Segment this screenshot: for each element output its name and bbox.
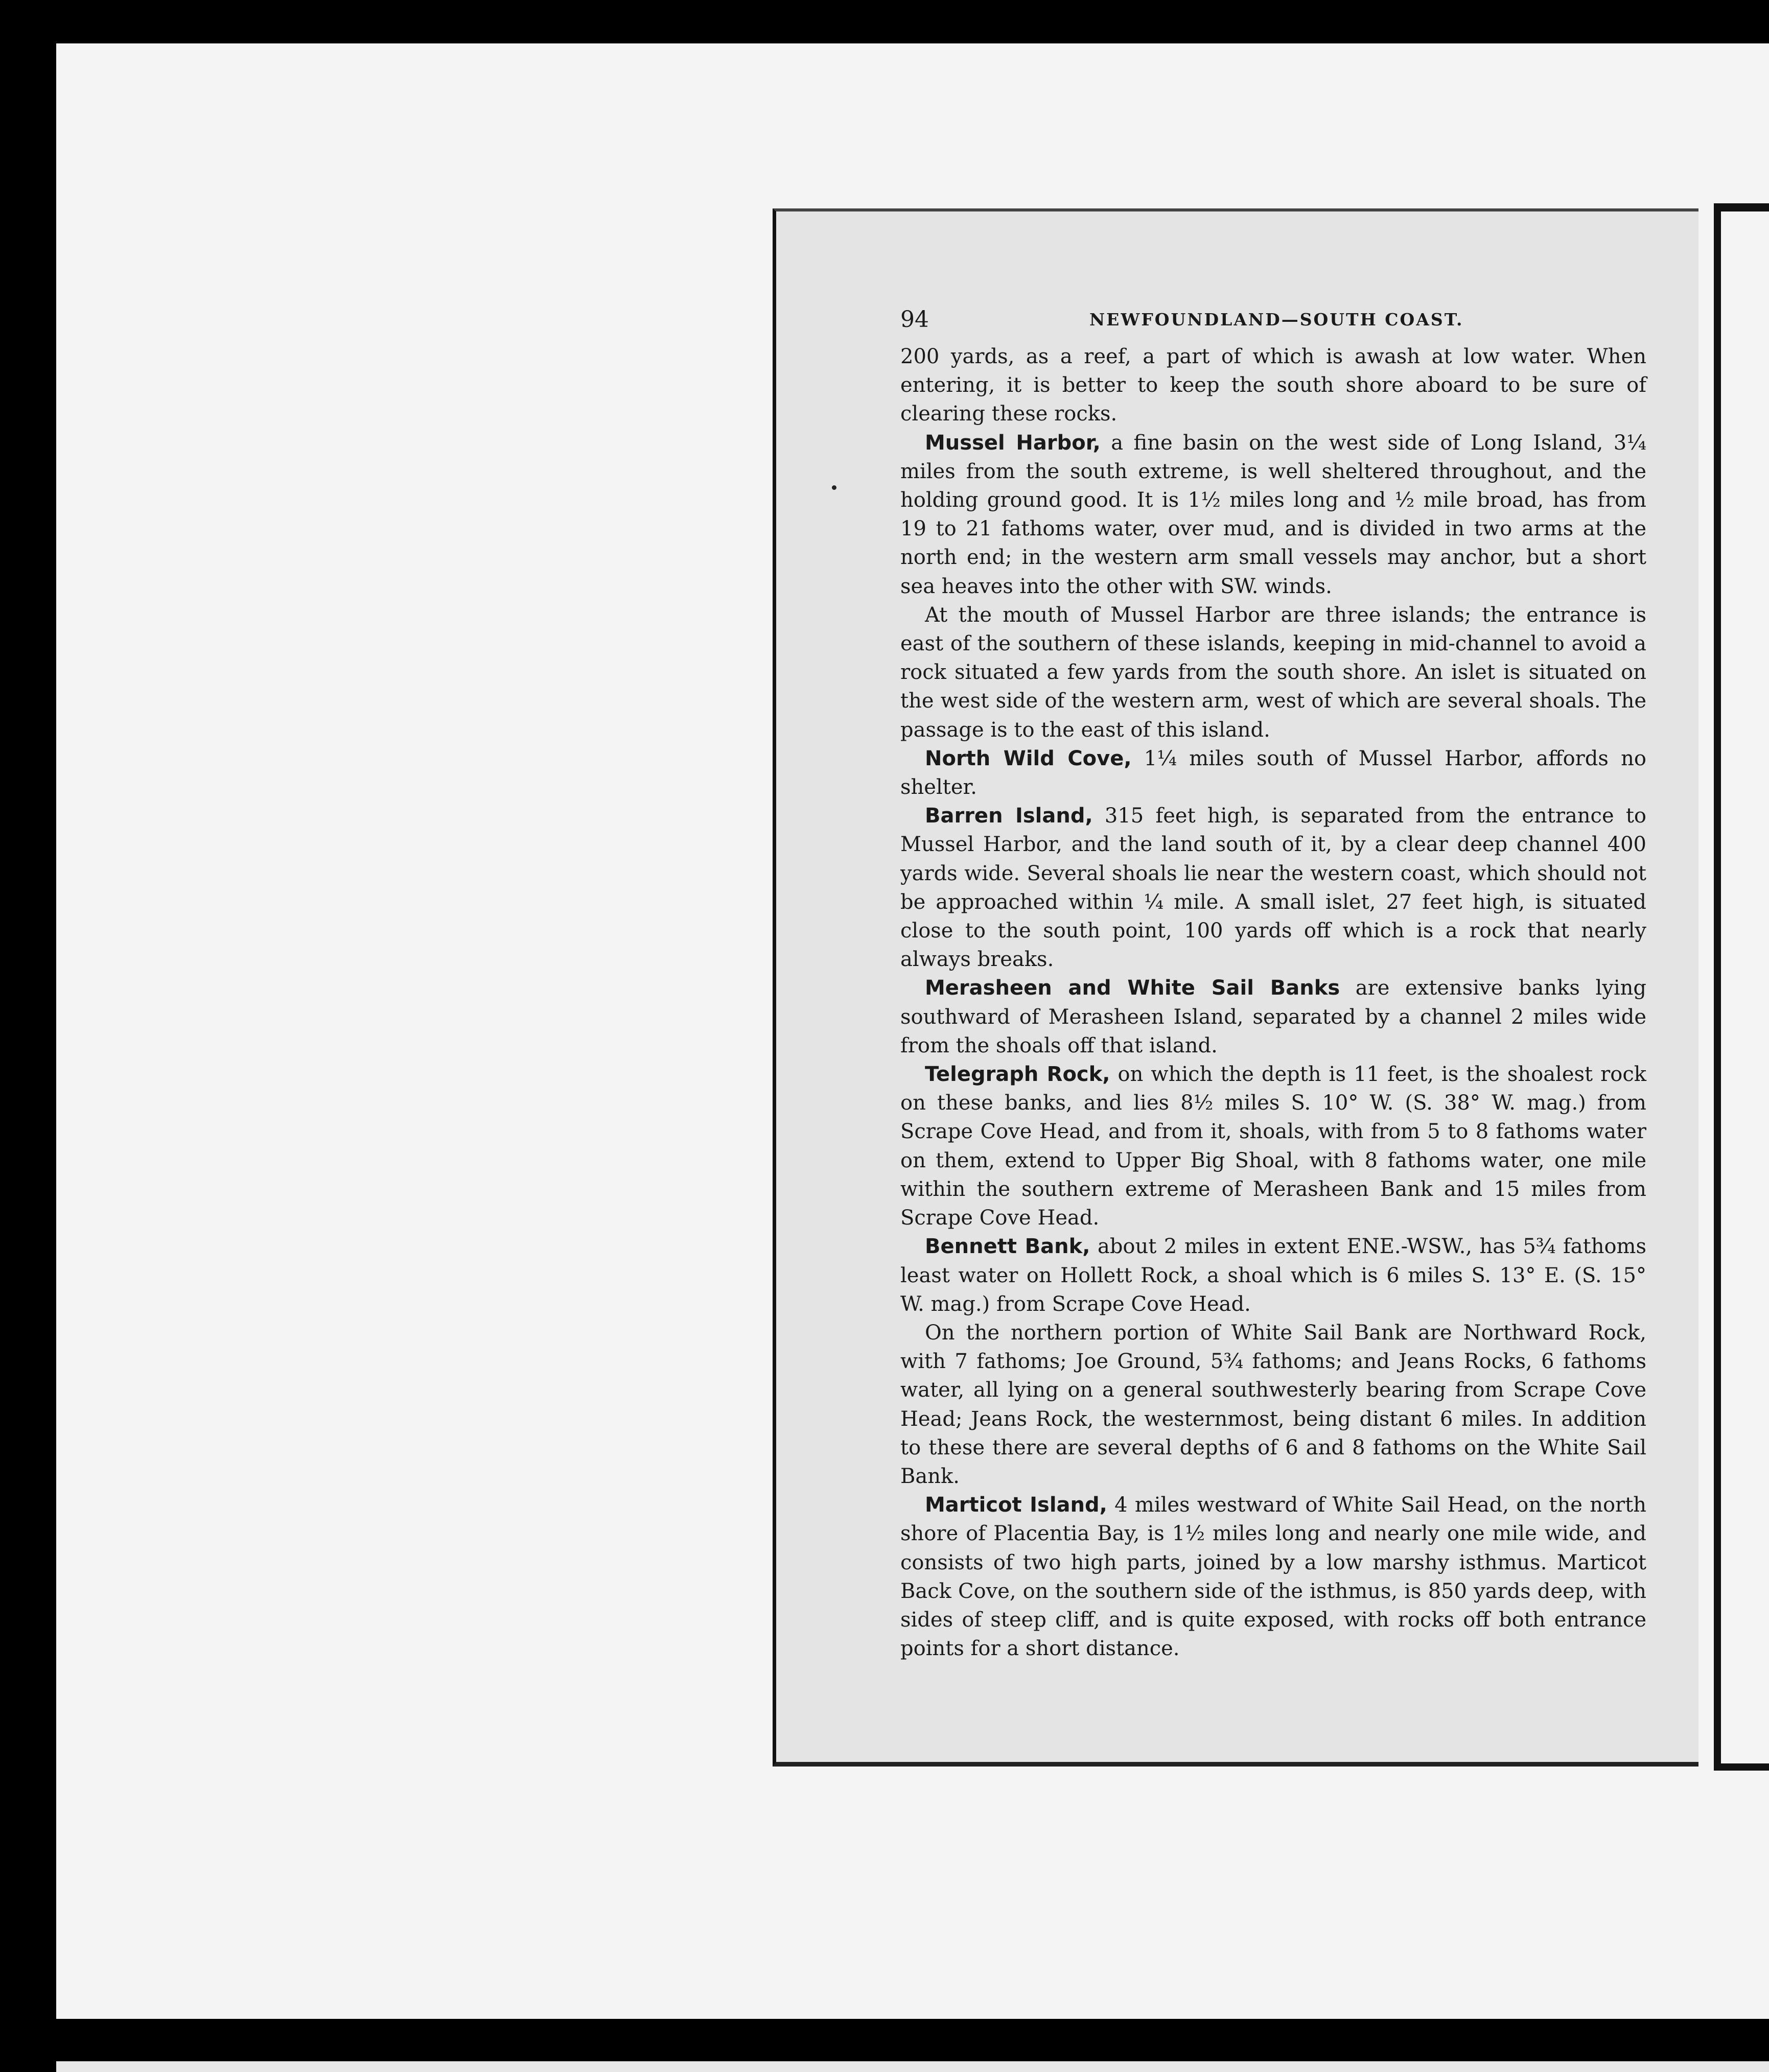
page-header: [900, 307, 1646, 342]
film-strip-edge: [56, 2061, 1769, 2072]
page-content: [900, 307, 1646, 1663]
paragraph-heading: Bennett Bank,: [925, 1235, 1090, 1259]
paragraph-text: on which the depth is 11 feet, is the shoalest rock on these banks, and lies 8½ miles S. 10° W. (S. 38° W. mag.) from Scrape Cove Head, and from it, shoals, with from 5 to 8 fathoms water on them, extend to Upper Big Shoal, with 8 fathoms water, one mile within the southern extreme of Merasheen Bank and 15 miles from Scrape Cove Head.: [900, 1063, 1646, 1230]
next-page-edge: [1714, 209, 1721, 1765]
next-page-edge-top: [1714, 203, 1769, 211]
paragraph-heading: North Wild Cove,: [925, 746, 1132, 770]
film-border-top: [0, 0, 1769, 43]
paragraph-text: a fine basin on the west side of Long Island, 3¼ miles from the south extreme, is well sheltered throughout, and the holding ground good. It is 1½ miles long and ½ mile broad, has from 19 to 21 fathoms water, over mud, and is divided in two arms at the north end; in the western arm small vessels may anchor, but a short sea heaves into the other with SW. winds.: [900, 431, 1646, 598]
next-page-edge-bottom: [1714, 1763, 1769, 1771]
page-number: 94: [900, 307, 929, 333]
paragraph-heading: Merasheen and White Sail Banks: [925, 976, 1340, 1000]
paragraph: [900, 744, 1646, 802]
paragraph-text: On the northern portion of White Sail Bank are Northward Rock, with 7 fathoms; Joe Ground, 5¾ fathoms; and Jeans Rocks, 6 fathoms water, all lying on a general southwesterly bearing from Scrape Cove Head; Jeans Rock, the westernmost, being distant 6 miles. In addition to these there are several depths of 6 and 8 fathoms on the White Sail Bank.: [900, 1321, 1646, 1488]
body-text: [900, 342, 1646, 1663]
paragraph: [900, 1318, 1646, 1491]
paragraph: [900, 802, 1646, 974]
paragraph: [900, 974, 1646, 1060]
paragraph-heading: Telegraph Rock,: [925, 1063, 1110, 1087]
paragraph: [900, 429, 1646, 601]
paragraph-text: 200 yards, as a reef, a part of which is awash at low water. When entering, it is better to keep the south shore aboard to be sure of clearing these rocks.: [900, 345, 1646, 426]
paragraph: [900, 601, 1646, 744]
paragraph: [900, 342, 1646, 429]
paragraph-text: about 2 miles in extent ENE.-WSW., has 5¾ fathoms least water on Hollett Rock, a shoal which is 6 miles S. 13° E. (S. 15° W. mag.) from Scrape Cove Head.: [900, 1235, 1646, 1316]
paragraph: [900, 1060, 1646, 1232]
paragraph-heading: Marticot Island,: [925, 1493, 1107, 1517]
paragraph-text: 315 feet high, is separated from the entrance to Mussel Harbor, and the land south of it, by a clear deep channel 400 yards wide. Several shoals lie near the western coast, which should not be approached within ¼ mile. A small islet, 27 feet high, is situated close to the south point, 100 yards off which is a rock that nearly always breaks.: [900, 804, 1646, 972]
paragraph-heading: Barren Island,: [925, 804, 1093, 828]
paragraph-text: are extensive banks lying southward of Merasheen Island, separated by a channel 2 miles wide from the shoals off that island.: [900, 976, 1647, 1057]
paragraph-heading: Mussel Harbor,: [925, 431, 1101, 455]
running-head: NEWFOUNDLAND—SOUTH COAST.: [1089, 310, 1464, 329]
margin-speck: [832, 485, 836, 490]
paragraph: [900, 1232, 1646, 1318]
paragraph-text: 4 miles westward of White Sail Head, on the north shore of Placentia Bay, is 1½ miles long and nearly one mile wide, and consists of two high parts, joined by a low marshy isthmus. Marticot Back Cove, on the southern side of the isthmus, is 850 yards deep, with sides of steep cliff, and is quite exposed, with rocks off both entrance points for a short distance.: [900, 1493, 1646, 1661]
film-border-left: [0, 0, 56, 2072]
paragraph-text: 1¼ miles south of Mussel Harbor, affords no shelter.: [900, 746, 1646, 799]
paragraph-text: At the mouth of Mussel Harbor are three islands; the entrance is east of the southern of these islands, keeping in mid-channel to avoid a rock situated a few yards from the south shore. An islet is situated on the west side of the western arm, west of which are several shoals. The passage is to the east of this island.: [900, 603, 1646, 742]
paragraph: [900, 1491, 1646, 1663]
